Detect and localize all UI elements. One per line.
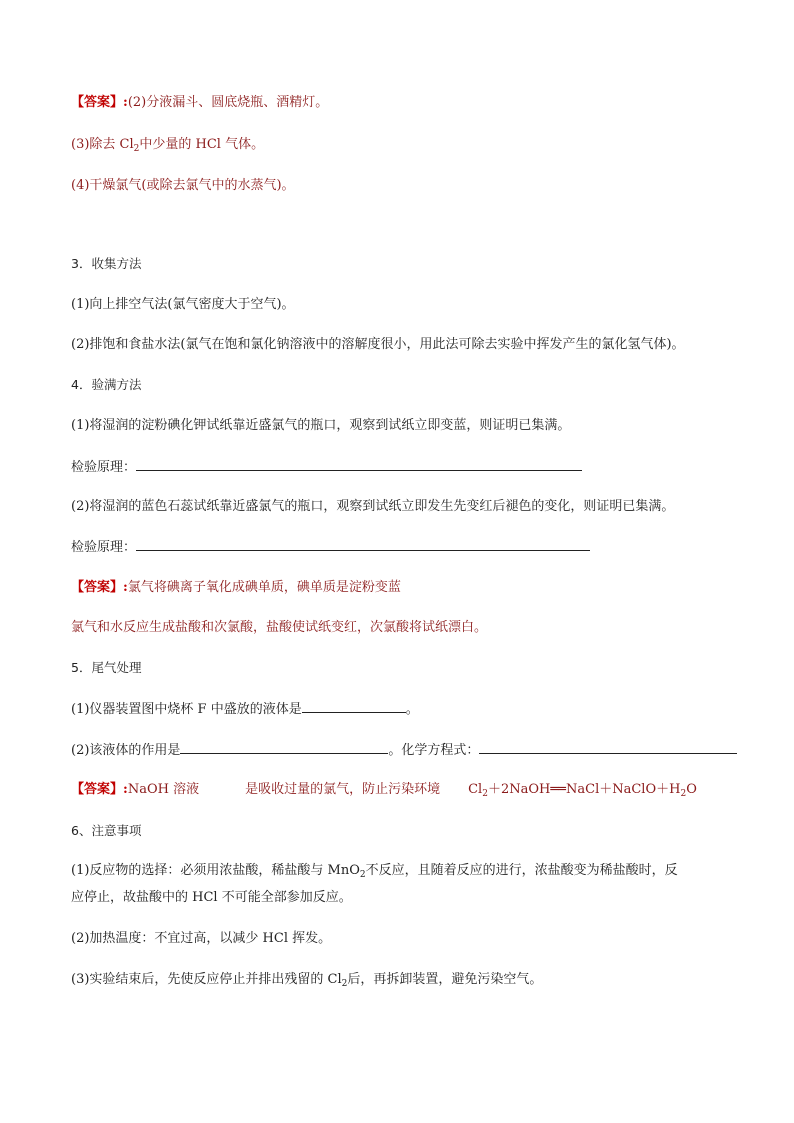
subscript: 2 bbox=[133, 144, 140, 154]
subscript: 2 bbox=[341, 979, 348, 989]
question-line-2 bbox=[71, 741, 737, 760]
punctuation: 。 bbox=[405, 702, 419, 717]
fill-blank bbox=[302, 700, 406, 713]
answer-text: (2)分液漏斗、圆底烧瓶、酒精灯。 bbox=[127, 95, 329, 110]
answer-colon: : bbox=[123, 95, 128, 110]
paragraph: (2)加热温度：不宜过高，以减少 HCl 挥发。 bbox=[71, 931, 332, 946]
section-title-3: 3．收集方法 bbox=[71, 256, 142, 271]
question-text: (2)该液体的作用是 bbox=[71, 743, 181, 758]
answer-colon: : bbox=[123, 580, 128, 595]
section-title-6: 6、注意事项 bbox=[71, 823, 142, 838]
check-label: 检验原理： bbox=[71, 460, 137, 475]
answer-text: (3)除去 Cl bbox=[71, 137, 134, 152]
fill-blank bbox=[136, 538, 590, 551]
answer-tag: 【答案】 bbox=[71, 782, 124, 797]
answer-line-4 bbox=[71, 579, 401, 597]
paragraph: (3)实验结束后，先使反应停止并排出残留的 $Cl_2$后，再拆卸装置，避免污染空气。 bbox=[71, 972, 543, 989]
paragraph: (1)将湿润的淀粉碘化钾试纸靠近盛氯气的瓶口，观察到试纸立即变蓝，则证明已集满。 bbox=[71, 418, 571, 433]
answer-text: 氯气将碘离子氧化成碘单质，碘单质是淀粉变蓝 bbox=[127, 580, 401, 595]
fill-blank bbox=[479, 741, 737, 754]
answer-line-5: 氯气和水反应生成盐酸和次氯酸，盐酸使试纸变红，次氯酸将试纸漂白。 bbox=[71, 620, 488, 635]
question-text: (1)仪器装置图中烧杯 F 中盛放的液体是 bbox=[71, 702, 302, 717]
paragraph: (2)将湿润的蓝色石蕊试纸靠近盛氯气的瓶口，观察到试纸立即发生先变红后褪色的变化，则证明已集满。 bbox=[71, 499, 675, 514]
fill-blank bbox=[180, 741, 388, 754]
answer-line-3: (4)干燥氯气(或除去氯气中的水蒸气)。 bbox=[71, 178, 295, 193]
section-title-4: 4．验满方法 bbox=[71, 377, 142, 392]
answer-line-1 bbox=[71, 94, 328, 112]
answer-line-2 bbox=[71, 136, 264, 154]
paragraph: (2)排饱和食盐水法(氯气在饱和氯化钠溶液中的溶解度很小，用此法可除去实验中挥发产生的氯化氢气体)。 bbox=[71, 337, 685, 352]
answer-text: 是吸收过量的氯气，防止污染环境 bbox=[245, 782, 441, 797]
section-title-5: 5．尾气处理 bbox=[71, 660, 142, 675]
paragraph: (1)反应物的选择：必须用浓盐酸，稀盐酸与 MnO$_2$不反应，且随着反应的进行，浓盐酸变为稀盐酸时，反 bbox=[71, 863, 678, 880]
check-principle-line-2 bbox=[71, 538, 590, 557]
answer-text: NaOH 溶液 bbox=[127, 782, 200, 797]
answer-colon: : bbox=[123, 782, 128, 797]
check-label: 检验原理： bbox=[71, 540, 137, 555]
check-principle-line-1 bbox=[71, 458, 582, 477]
question-line-1 bbox=[71, 700, 419, 719]
paragraph: (1)向上排空气法(氯气密度大于空气)。 bbox=[71, 297, 295, 312]
answer-text: 中少量的 HCl 气体。 bbox=[139, 137, 265, 152]
answer-line-6 bbox=[71, 781, 697, 799]
paragraph: 应停止，故盐酸中的 HCl 不可能全部参加反应。 bbox=[71, 890, 352, 905]
question-text: 。化学方程式： bbox=[388, 743, 480, 758]
answer-tag: 【答案】 bbox=[71, 95, 124, 110]
answer-tag: 【答案】 bbox=[71, 580, 124, 595]
fill-blank bbox=[136, 458, 582, 471]
chemical-equation: $Cl_2+2NaOH══NaCl+NaClO+H_2O$ bbox=[468, 782, 697, 799]
subscript: 2 bbox=[359, 870, 366, 880]
